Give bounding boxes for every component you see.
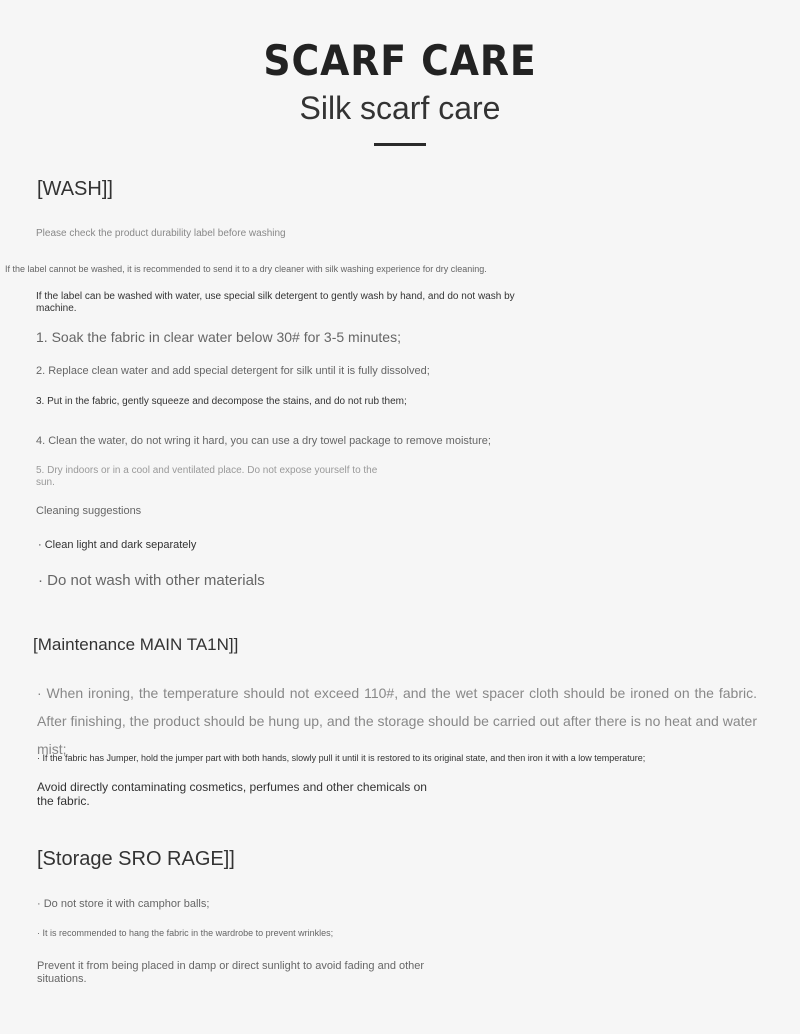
wash-heading: [WASH]] bbox=[37, 178, 113, 200]
page-title: SCARF CARE bbox=[263, 36, 537, 85]
storage-item-2: · It is recommended to hang the fabric in the wardrobe to prevent wrinkles; bbox=[37, 928, 334, 938]
storage-heading: [Storage SRO RAGE]] bbox=[37, 848, 235, 870]
maintenance-jumper-note: · If the fabric has Jumper, hold the jumper part with both hands, slowly pull it until it is restored to its original state, and then iron it with a low temperature; bbox=[37, 753, 646, 763]
maintenance-chemicals-note: Avoid directly contaminating cosmetics, perfumes and other chemicals on the fabric. bbox=[37, 780, 427, 808]
storage-item-1: · Do not store it with camphor balls; bbox=[37, 898, 210, 910]
wash-step-2: 2. Replace clean water and add special detergent for silk until it is fully dissolved; bbox=[36, 365, 430, 377]
wash-step-4: 4. Clean the water, do not wring it hard, you can use a dry towel package to remove moisture; bbox=[36, 435, 491, 447]
wash-step-1: 1. Soak the fabric in clear water below 30# for 3-5 minutes; bbox=[36, 329, 401, 345]
cleaning-suggestions-label: Cleaning suggestions bbox=[36, 505, 142, 517]
wash-dry-clean-note: If the label cannot be washed, it is recommended to send it to a dry cleaner with silk washing experience for dry cleaning. bbox=[5, 264, 487, 274]
storage-item-3: Prevent it from being placed in damp or direct sunlight to avoid fading and other situations. bbox=[37, 960, 425, 985]
wash-hand-wash-note: If the label can be washed with water, use special silk detergent to gently wash by hand, and do not wash by machine. bbox=[36, 291, 515, 314]
title-divider bbox=[374, 143, 426, 146]
maintenance-ironing-note: · When ironing, the temperature should not exceed 110#, and the wet spacer cloth should be ironed on the fabric. After finishing, the product should be hung up, and the storage should be carried out after there is no heat and water mist; bbox=[37, 685, 757, 757]
maintenance-heading: [Maintenance MAIN TA1N]] bbox=[33, 635, 239, 654]
suggestion-item-1: · Clean light and dark separately bbox=[38, 539, 197, 551]
page-subtitle: Silk scarf care bbox=[299, 90, 501, 126]
wash-check-label: Please check the product durability label before washing bbox=[36, 228, 286, 239]
wash-step-5: 5. Dry indoors or in a cool and ventilated place. Do not expose yourself to the sun. bbox=[36, 465, 378, 488]
suggestion-item-2: · Do not wash with other materials bbox=[38, 572, 265, 589]
wash-step-3: 3. Put in the fabric, gently squeeze and decompose the stains, and do not rub them; bbox=[36, 396, 407, 407]
